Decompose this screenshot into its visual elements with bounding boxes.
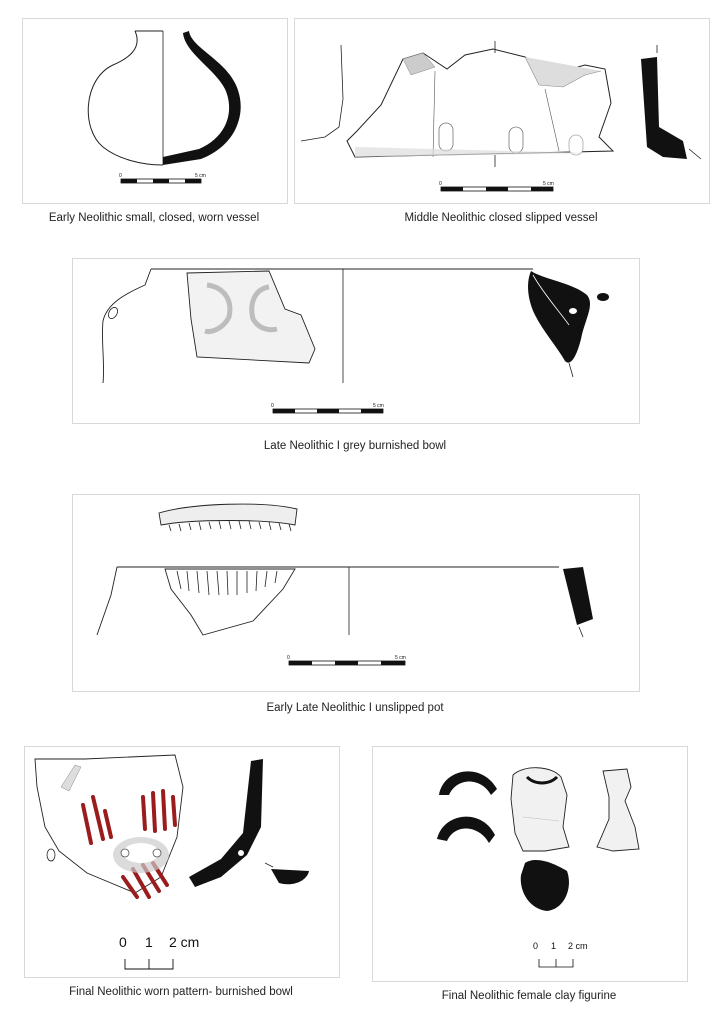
figure-panel-final-neolithic-figurine xyxy=(372,746,688,982)
figure-panel-early-late-neolithic-pot xyxy=(72,494,640,692)
scale-zero-label: 0 xyxy=(119,934,127,950)
scale-one-label: 1 xyxy=(551,941,557,951)
caption-final-neolithic-figurine: Final Neolithic female clay figurine xyxy=(441,990,617,1002)
scale-zero-label: 0 xyxy=(439,181,442,187)
scale-one-label: 1 xyxy=(145,934,153,950)
figure-panel-early-neolithic-vessel xyxy=(22,18,288,204)
caption-late-neolithic: Late Neolithic I grey burnished bowl xyxy=(263,440,447,452)
scale-end-label: 5 cm xyxy=(543,181,554,187)
scale-end-label: 5 cm xyxy=(395,655,406,661)
scale-zero-label: 0 xyxy=(287,655,290,661)
figurine-drawing xyxy=(373,747,687,981)
scale-zero-label: 0 xyxy=(533,941,539,951)
scale-end-label: 2 cm xyxy=(568,941,588,951)
vessel-drawing xyxy=(25,747,339,977)
vessel-drawing xyxy=(23,19,287,203)
figure-panel-final-neolithic-bowl xyxy=(24,746,340,978)
figure-panel-late-neolithic-bowl xyxy=(72,258,640,424)
scale-zero-label: 0 xyxy=(271,403,274,409)
caption-final-neolithic-bowl: Final Neolithic worn pattern- burnished bowl xyxy=(69,986,293,998)
scale-end-label: 5 cm xyxy=(195,173,206,179)
scale-end-label: 2 cm xyxy=(169,934,200,950)
caption-early-neolithic: Early Neolithic small, closed, worn vessel xyxy=(48,212,260,224)
caption-early-late-neolithic: Early Late Neolithic I unslipped pot xyxy=(266,702,444,714)
vessel-drawing xyxy=(295,19,709,203)
scale-end-label: 5 cm xyxy=(373,403,384,409)
vessel-drawing xyxy=(73,259,639,423)
figure-panel-middle-neolithic-vessel xyxy=(294,18,710,204)
vessel-drawing xyxy=(73,495,639,691)
scale-zero-label: 0 xyxy=(119,173,122,179)
caption-middle-neolithic: Middle Neolithic closed slipped vessel xyxy=(404,212,598,224)
